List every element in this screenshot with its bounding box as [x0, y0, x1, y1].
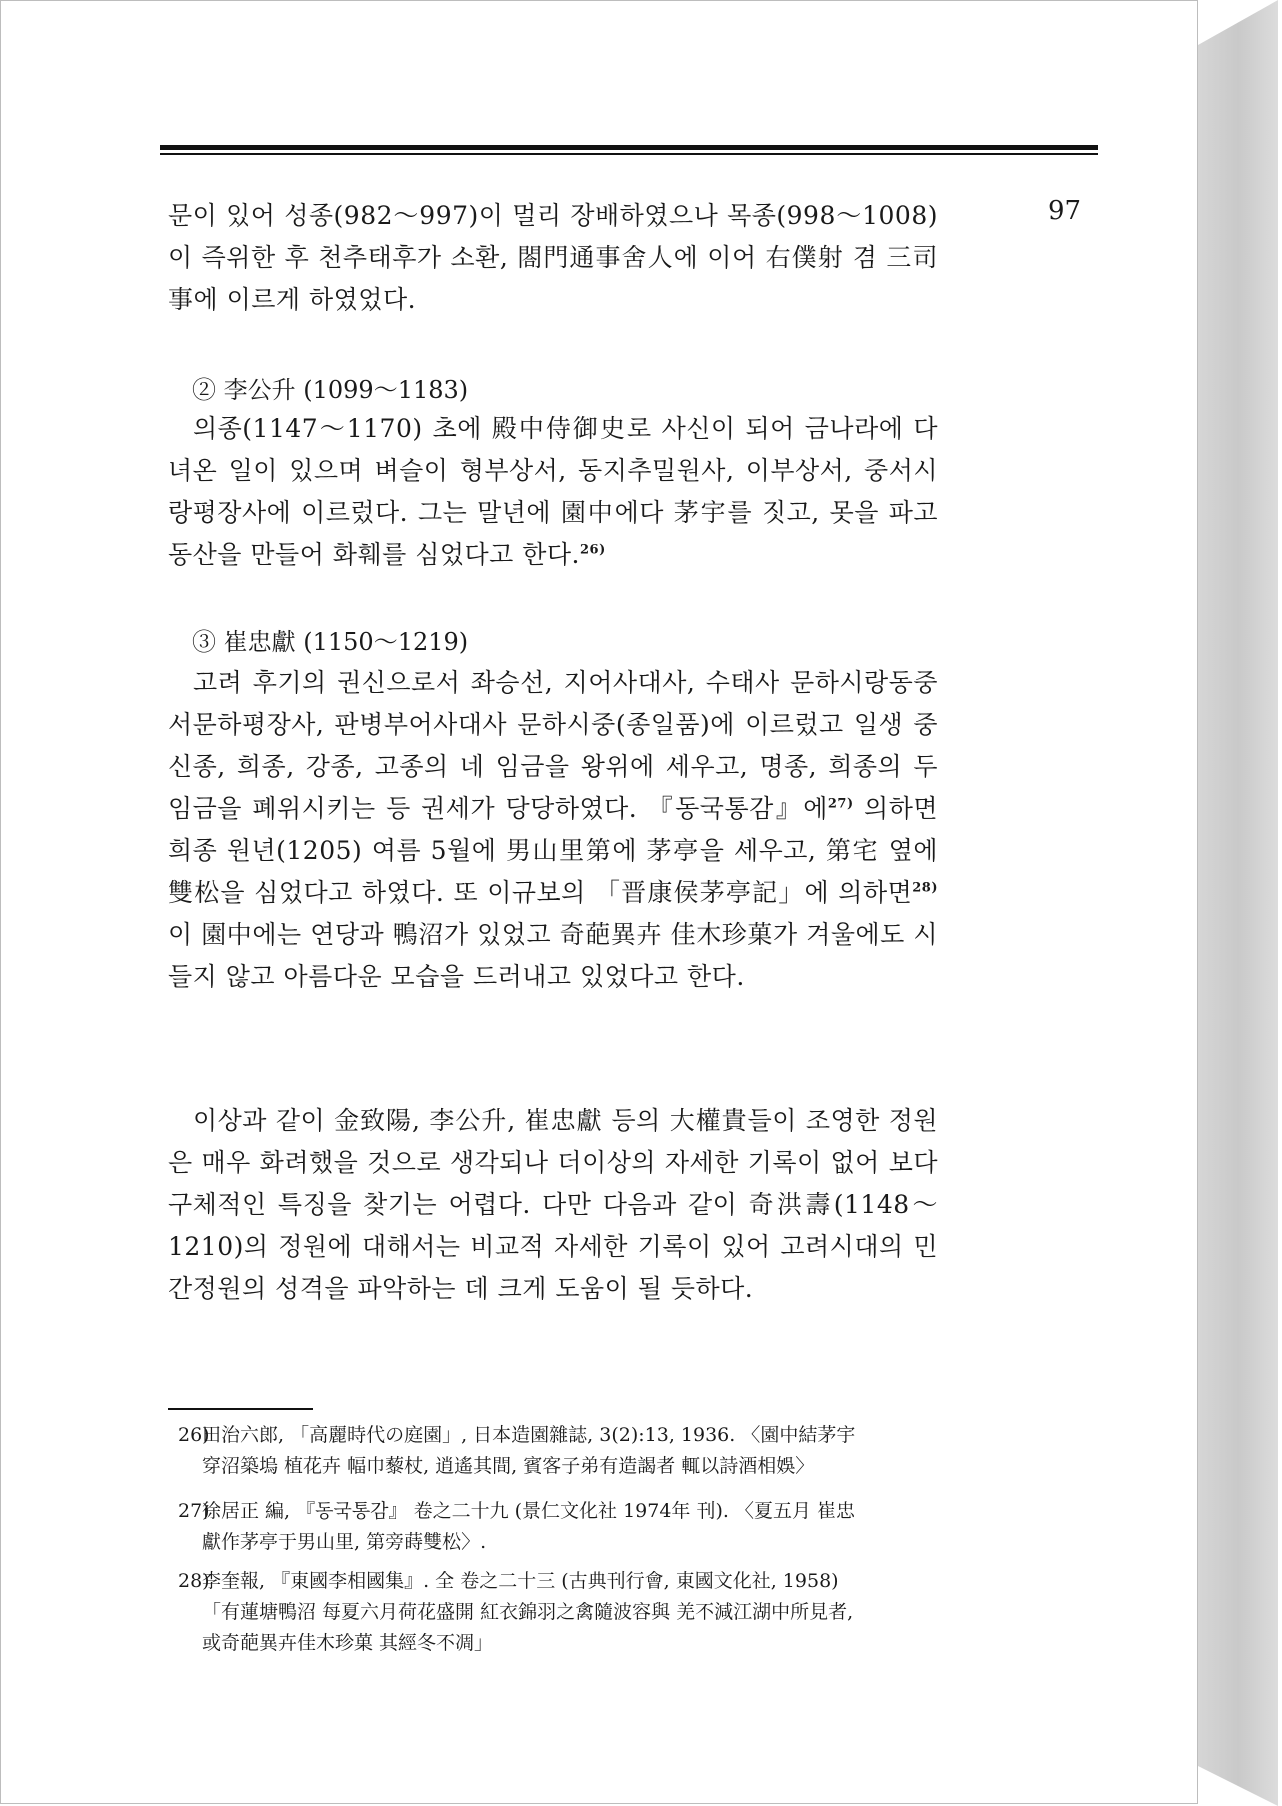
footnote-number: 28)	[178, 1570, 210, 1592]
footnote-ref-26: 26)	[580, 542, 606, 558]
header-rule-thin	[160, 153, 1098, 155]
section-lee-gongseung-text: 의종(1147～1170) 초에 殿中侍御史로 사신이 되어 금나라에 다녀온 일이 있으며 벼슬이 형부상서, 동지추밀원사, 이부상서, 중서시랑평장사에 이르렀다. 그는 말년에 園中에다 茅宇를 짓고, 못을 파고 동산을 만들어 화훼를 심었다고 한다.	[168, 414, 938, 569]
section-lee-gongseung-paragraph	[168, 408, 938, 576]
intro-paragraph: 문이 있어 성종(982～997)이 멀리 장배하였으나 목종(998～1008)이 즉위한 후 천추태후가 소환, 閤門通事舍人에 이어 右僕射 겸 三司事에 이르게 하였었다.	[168, 201, 938, 314]
page-number: 97	[1048, 196, 1082, 226]
footnote-line: 穿沼築塢 植花卉 幅巾藜杖, 逍遙其間, 賓客子弟有造謁者 輒以詩酒相娛〉	[202, 1455, 815, 1477]
footnote-line: 「有蓮塘鴨沼 每夏六月荷花盛開 紅衣錦羽之禽隨波容與 羌不減江湖中所見者,	[202, 1601, 854, 1623]
page-stack-edge	[1198, 0, 1278, 1806]
page-edge-corner-top	[1198, 0, 1278, 45]
footnote-divider	[168, 1408, 313, 1410]
footnote-line: 田治六郎, 「高麗時代の庭園」, 日本造園雜誌, 3(2):13, 1936. 〈園中結茅宇	[202, 1424, 856, 1446]
section-choe-text-b: 의하면 희종 원년(1205) 여름 5월에 男山里第에 茅亭을 세우고, 第宅 옆에 雙松을 심었다고 하였다. 또 이규보의 「晋康侯茅亭記」에 의하면	[168, 794, 938, 907]
section-choe-text-c: 이 園中에는 연당과 鴨沼가 있었고 奇葩異卉 佳木珍菓가 겨울에도 시들지 않고 아름다운 모습을 드러내고 있었다고 한다.	[168, 920, 938, 991]
footnote-line: 李奎報, 『東國李相國集』. 全 卷之二十三 (古典刊行會, 東國文化社, 1958)	[202, 1570, 839, 1592]
summary-paragraph: 이상과 같이 金致陽, 李公升, 崔忠獻 등의 大權貴들이 조영한 정원은 매우 화려했을 것으로 생각되나 더이상의 자세한 기록이 없어 보다 구체적인 특징을 찾기는 어렵다. 다만 다음과 같이 奇洪壽(1148～1210)의 정원에 대해서는 비교적 자세한 기록이 있어 고려시대의 민간정원의 성격을 파악하는 데 크게 도움이 될 듯하다.	[168, 1106, 938, 1303]
section-heading-choe-chungheon: ③ 崔忠獻 (1150～1219)	[192, 628, 469, 656]
footnote-26	[178, 1420, 956, 1482]
footnote-number: 27)	[178, 1500, 210, 1522]
page-edge-corner-bottom	[1198, 1766, 1278, 1806]
footnote-line: 獻作茅亭于男山里, 第旁蒔雙松〉.	[202, 1531, 487, 1553]
footnote-number: 26)	[178, 1424, 210, 1446]
footnote-28	[178, 1566, 956, 1659]
footnote-ref-27: 27)	[827, 796, 854, 812]
footnote-line: 或奇葩異卉佳木珍菓 其經冬不凋」	[202, 1632, 494, 1654]
section-choe-text-a: 고려 후기의 권신으로서 좌승선, 지어사대사, 수태사 문하시랑동중서문하평장사, 판병부어사대사 문하시중(종일품)에 이르렀고 일생 중 신종, 희종, 강종, 고종의 네 임금을 왕위에 세우고, 명종, 희종의 두 임금을 폐위시키는 등 권세가 당당하였다. 『동국통감』에	[168, 668, 938, 823]
section-heading-lee-gongseung: ② 李公升 (1099～1183)	[192, 376, 469, 404]
footnote-ref-28: 28)	[912, 880, 938, 896]
footnote-27	[178, 1496, 956, 1558]
section-choe-chungheon-paragraph	[168, 662, 938, 998]
footnote-line: 徐居正 編, 『동국통감』 卷之二十九 (景仁文化社 1974年 刊). 〈夏五月 崔忠	[202, 1500, 855, 1522]
header-rule-thick	[160, 145, 1098, 150]
